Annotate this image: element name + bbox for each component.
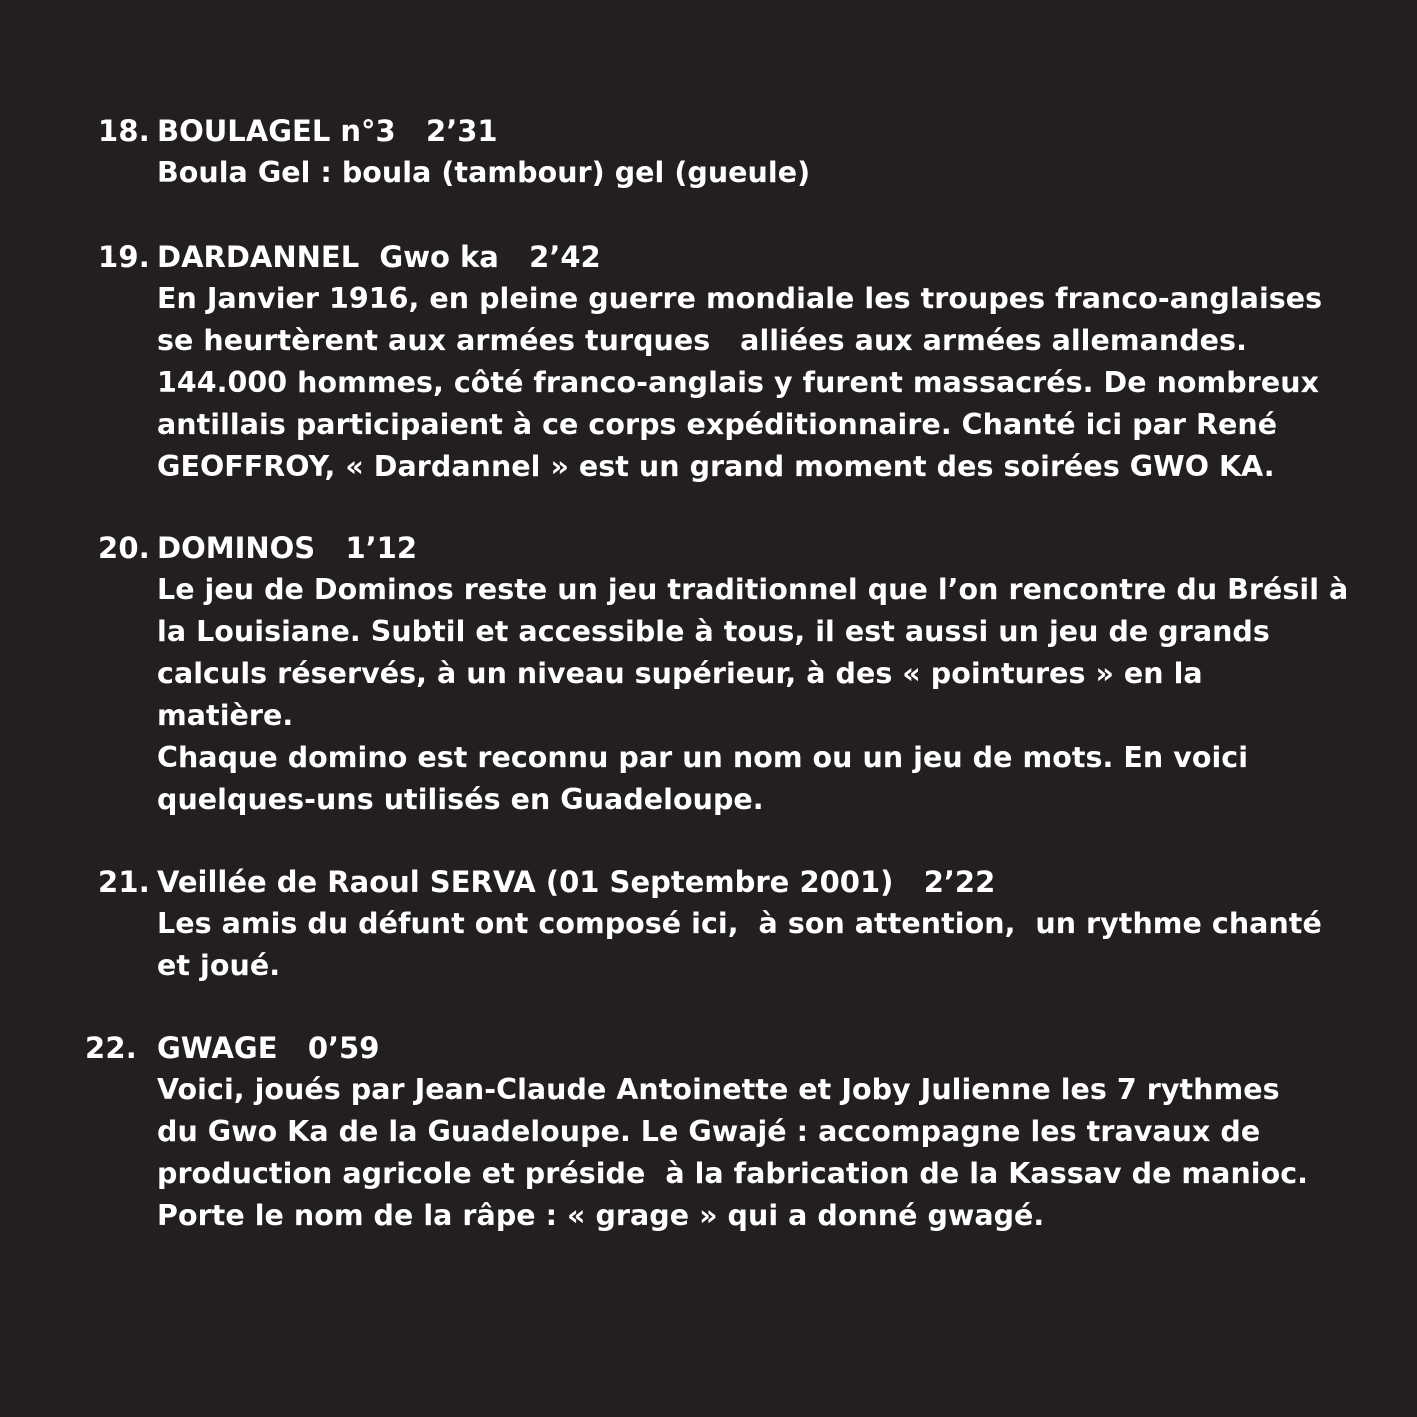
- track-description-line: Porte le nom de la râpe : « grage » qui a donné gwagé.: [157, 1199, 1045, 1232]
- track-description-line: GEOFFROY, « Dardannel » est un grand moment des soirées GWO KA.: [157, 450, 1275, 483]
- track-description-line: production agricole et préside à la fabrication de la Kassav de manioc.: [157, 1157, 1309, 1190]
- track-description-line: la Louisiane. Subtil et accessible à tous, il est aussi un jeu de grands: [157, 615, 1270, 648]
- track-title: DARDANNEL Gwo ka 2’42: [157, 240, 601, 274]
- track-description-line: Boula Gel : boula (tambour) gel (gueule): [157, 156, 811, 189]
- track-description-line: calculs réservés, à un niveau supérieur, à des « pointures » en la: [157, 657, 1203, 690]
- track-title: GWAGE 0’59: [157, 1031, 380, 1065]
- track-title: BOULAGEL n°3 2’31: [157, 114, 498, 148]
- track-number: 20.: [98, 531, 150, 565]
- track-description-line: du Gwo Ka de la Guadeloupe. Le Gwajé : accompagne les travaux de: [157, 1115, 1261, 1148]
- track-description-line: En Janvier 1916, en pleine guerre mondiale les troupes franco-anglaises: [157, 282, 1323, 315]
- track-number: 21.: [98, 865, 150, 899]
- track-number: 18.: [98, 114, 150, 148]
- track-description-line: se heurtèrent aux armées turques alliées aux armées allemandes.: [157, 324, 1247, 357]
- track-description-line: 144.000 hommes, côté franco-anglais y furent massacrés. De nombreux: [157, 366, 1320, 399]
- track-description-line: Chaque domino est reconnu par un nom ou un jeu de mots. En voici: [157, 741, 1249, 774]
- track-description-line: matière.: [157, 699, 294, 732]
- track-number: 19.: [98, 240, 150, 274]
- track-description-line: antillais participaient à ce corps expéditionnaire. Chanté ici par René: [157, 408, 1278, 441]
- track-title: Veillée de Raoul SERVA (01 Septembre 2001) 2’22: [157, 865, 996, 899]
- track-description-line: Le jeu de Dominos reste un jeu traditionnel que l’on rencontre du Brésil à: [157, 573, 1349, 606]
- track-description-line: et joué.: [157, 949, 281, 982]
- track-number: 22.: [85, 1031, 137, 1065]
- track-description-line: Voici, joués par Jean-Claude Antoinette et Joby Julienne les 7 rythmes: [157, 1073, 1280, 1106]
- track-description-line: Les amis du défunt ont composé ici, à son attention, un rythme chanté: [157, 907, 1322, 940]
- track-title: DOMINOS 1’12: [157, 531, 418, 565]
- track-description-line: quelques-uns utilisés en Guadeloupe.: [157, 783, 764, 816]
